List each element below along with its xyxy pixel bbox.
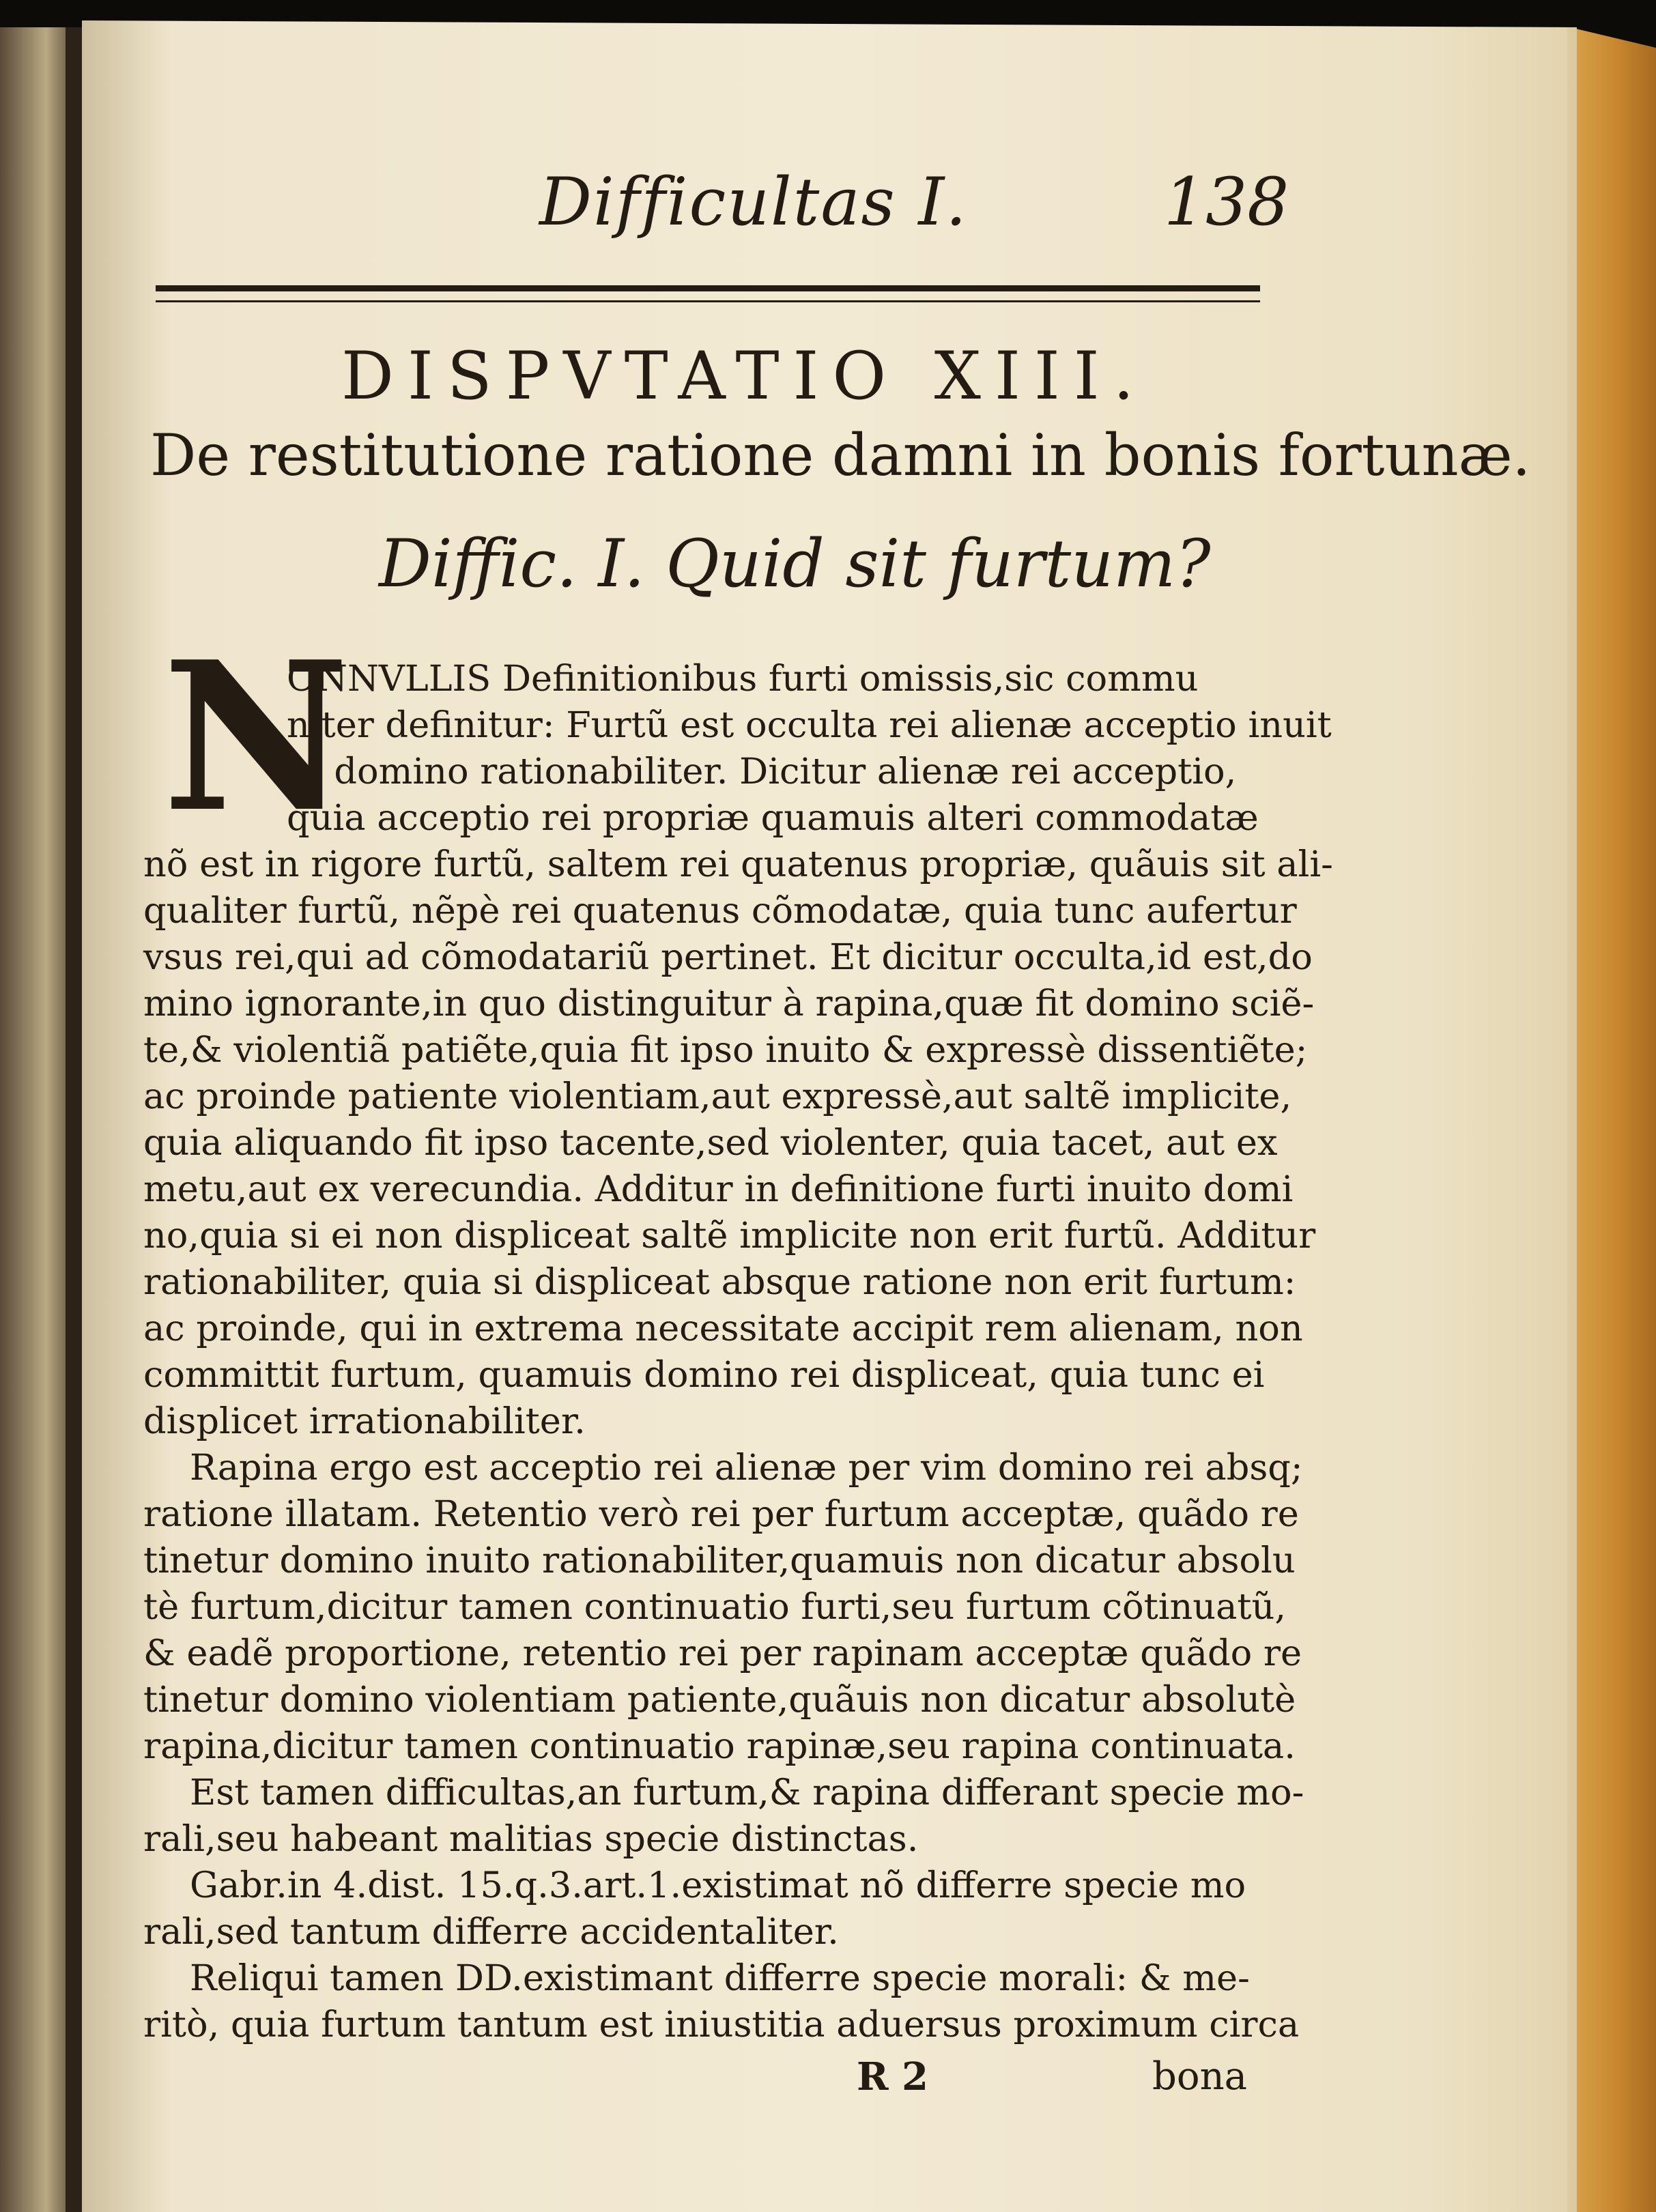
text-line: qualiter furtũ, nẽpè rei quatenus cõmodatæ, quia tunc aufertur (143, 890, 1297, 932)
text-line: committit furtum, quamuis domino rei displiceat, quia tunc ei (143, 1354, 1265, 1396)
text-line: Reliqui tamen DD.existimant differre specie morali: & me- (190, 1957, 1250, 1999)
text-line: rapina,dicitur tamen continuatio rapinæ,seu rapina continuata. (143, 1725, 1296, 1767)
text-line: rali,seu habeant malitias specie distinctas. (143, 1818, 919, 1860)
header-rule (156, 285, 1260, 291)
drop-cap: N (162, 616, 350, 857)
disputatio-heading: DISPVTATIO XIII. (341, 338, 1148, 414)
text-line: displicet irrationabiliter. (143, 1401, 586, 1442)
text-line: ac proinde patiente violentiam,aut expressè,aut saltẽ implicite, (143, 1076, 1292, 1117)
text-line: ratione illatam. Retentio verò rei per furtum acceptæ, quãdo re (143, 1493, 1299, 1535)
text-line: Gabr.in 4.dist. 15.q.3.art.1.existimat nõ differre specie mo (190, 1865, 1246, 1906)
text-line: tè furtum,dicitur tamen continuatio furti,seu furtum cõtinuatũ, (143, 1586, 1287, 1628)
text-line: mino ignorante,in quo distinguitur à rapina,quæ fit domino sciẽ- (143, 983, 1315, 1024)
catchword: bona (1152, 2054, 1248, 2099)
text-line: quia aliquando fit ipso tacente,sed violenter, quia tacet, aut ex (143, 1122, 1278, 1164)
text-line: rationabiliter, quia si displiceat absque ratione non erit furtum: (143, 1261, 1296, 1303)
text-line: to domino rationabiliter. Dicitur alienæ rei acceptio, (287, 751, 1237, 792)
text-line: Rapina ergo est acceptio rei alienæ per vim domino rei absq; (190, 1447, 1303, 1489)
running-title: Difficultas I. (539, 164, 968, 240)
text-line: vsus rei,qui ad cõmodatariũ pertinet. Et dicitur occulta,id est,do (143, 936, 1313, 978)
text-line: rali,sed tantum differre accidentaliter. (143, 1911, 839, 1953)
text-line: no,quia si ei non displiceat saltẽ implicite non erit furtũ. Additur (143, 1215, 1316, 1256)
signature-mark: R 2 (857, 2054, 928, 2099)
page-number: 138 (1164, 164, 1289, 240)
difficultas-heading: Diffic. I. Quid sit furtum? (379, 526, 1211, 602)
text-line: ritò, quia furtum tantum est iniustitia aduersus proximum circa (143, 2004, 1300, 2045)
text-line: tinetur domino violentiam patiente,quãuis non dicatur absolutè (143, 1679, 1296, 1721)
text-line: niter definitur: Furtũ est occulta rei alienæ acceptio inuit (287, 704, 1332, 746)
disputatio-subtitle: De restitutione ratione damni in bonis fortunæ. (150, 422, 1531, 489)
header-rule-thin (156, 300, 1260, 302)
text-line: ac proinde, qui in extrema necessitate accipit rem alienam, non (143, 1308, 1303, 1349)
text-line: tinetur domino inuito rationabiliter,quamuis non dicatur absolu (143, 1540, 1296, 1581)
text-line: metu,aut ex verecundia. Additur in definitione furti inuito domi (143, 1168, 1294, 1210)
text-line: te,& violentiã patiẽte,quia fit ipso inuito & expressè dissentiẽte; (143, 1029, 1308, 1071)
text-line: ONNVLLIS Definitionibus furti omissis,sic commu (287, 658, 1199, 700)
text-line: & eadẽ proportione, retentio rei per rapinam acceptæ quãdo re (143, 1633, 1302, 1674)
text-line: Est tamen difficultas,an furtum,& rapina differant specie mo- (190, 1772, 1304, 1813)
text-line: quia acceptio rei propriæ quamuis alteri commodatæ (287, 797, 1259, 839)
text-line: nõ est in rigore furtũ, saltem rei quatenus propriæ, quãuis sit ali- (143, 844, 1333, 885)
